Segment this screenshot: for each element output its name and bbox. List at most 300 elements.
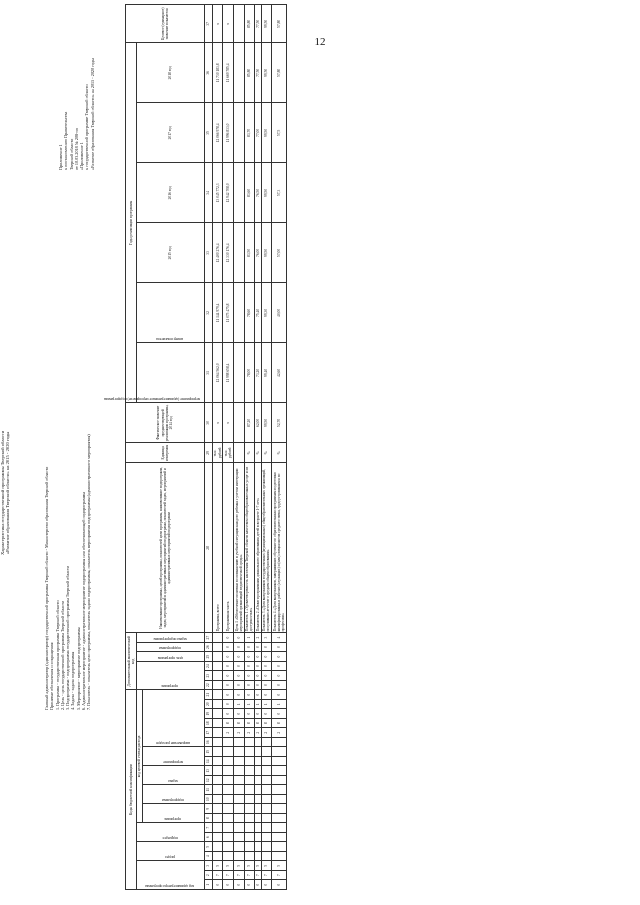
code-cell: 0: [244, 661, 255, 671]
index-cell: 9: [204, 804, 212, 814]
code-cell: 0: [244, 642, 255, 652]
row-fact: 87,20: [244, 403, 255, 443]
row-year-value: 11 996 833,0: [223, 103, 234, 163]
row-year-value: 99,50: [261, 103, 272, 163]
code-cell: [261, 842, 272, 852]
code-cell: 0: [261, 642, 272, 652]
index-cell: 25: [204, 652, 212, 662]
code-cell: [244, 823, 255, 833]
code-cell: 0: [261, 671, 272, 681]
code-cell: 0: [272, 709, 287, 719]
code-cell: 2: [234, 728, 245, 738]
row-unit: [234, 443, 245, 463]
name-header: Наименование программы, целей программы, показателей цели программы, наименование подпрограмм, задач, мероприятий и административных мероприятий подпрограмм, показателей задач, мероприятий и административных мероприятий подпрограмм: [126, 463, 205, 633]
code-cell: [212, 766, 223, 776]
row-year-value: 83,70: [244, 103, 255, 163]
row-year-value: 78,60: [244, 283, 255, 343]
index-cell: 15: [204, 747, 212, 757]
note-item: 2. Цель - цель государственной программы Тверской области: [59, 600, 65, 710]
code-cell: 7: [212, 871, 223, 881]
row-name: Показатель 4 «Доля выпускников, завершивших обучение по образовательным программам подготовки квалифицированных рабочих (служащих) и (или) специалистов среднего звена, трудоустроившихся по профессии»: [272, 463, 287, 633]
code-cell: [223, 804, 234, 814]
code-cell: 2: [255, 728, 261, 738]
code-cell: [223, 785, 234, 795]
index-cell: 1: [204, 880, 212, 890]
code-cell: [212, 709, 223, 719]
index-cell: 18: [204, 719, 212, 729]
code-sub-col-header: [142, 785, 204, 804]
code-col-label: раздел: [165, 855, 176, 860]
code-cell: [223, 823, 234, 833]
target-header: Целевое (суммарное) значение показателя: [126, 5, 205, 43]
code-cell: 0: [261, 690, 272, 700]
code-cell: 0: [255, 642, 261, 652]
code-cell: 0: [234, 680, 245, 690]
index-row: [204, 5, 212, 890]
row-year-value: [234, 43, 245, 103]
code-cell: 8: [244, 719, 255, 729]
code-cell: 2: [223, 728, 234, 738]
row-year-value: 77,50: [255, 43, 261, 103]
code-cell: [212, 700, 223, 710]
code-col-label: код администратора программы: [145, 884, 195, 888]
row-target: 99,50: [261, 5, 272, 43]
row-unit: %: [255, 443, 261, 463]
code-cell: [261, 823, 272, 833]
index-cell: 32: [204, 283, 212, 343]
code-cell: [234, 766, 245, 776]
code-cell: 0: [261, 661, 272, 671]
extra-col-header: [136, 652, 204, 662]
appendix-line: Тверской области: [68, 138, 74, 170]
code-cell: 1: [255, 700, 261, 710]
index-cell: 2: [204, 871, 212, 881]
table-row: [212, 5, 223, 890]
index-cell: 35: [204, 103, 212, 163]
code-cell: 0: [223, 690, 234, 700]
code-cell: [272, 804, 287, 814]
code-cell: [234, 842, 245, 852]
page-number: 12: [314, 36, 326, 48]
code-cell: [261, 766, 272, 776]
code-cell: [223, 814, 234, 824]
program-table: [104, 4, 287, 890]
row-year-value: 73,20: [255, 343, 261, 403]
code-cell: [272, 823, 287, 833]
index-cell: 23: [204, 671, 212, 681]
row-target: 85,80: [244, 5, 255, 43]
code-cell: [244, 852, 255, 862]
code-cell: 0: [272, 880, 287, 890]
row-name: Показатель 1 «Удовлетворенность населения Тверской области качеством общеобразовательных услуг и их доступностью»: [244, 463, 255, 633]
row-year-value: 83,60: [244, 163, 255, 223]
code-sub-col-header: [142, 690, 204, 747]
table-row: [244, 5, 255, 890]
code-cell: 8: [234, 719, 245, 729]
code-cell: 8: [261, 719, 272, 729]
row-year-value: 11 075 475,8: [223, 283, 234, 343]
code-cell: 0: [255, 652, 261, 662]
code-cell: 2: [244, 728, 255, 738]
year-header: 2017 год: [136, 103, 204, 163]
code-cell: [212, 680, 223, 690]
intro-block: [44, 434, 92, 710]
code-cell: [212, 661, 223, 671]
header-block: [0, 431, 11, 555]
index-cell: 34: [204, 163, 212, 223]
codes-group-header: Коды бюджетной классификации: [126, 690, 137, 890]
subsection-header: [136, 823, 204, 842]
code-cell: 0: [261, 709, 272, 719]
appendix-line: «Развитие образования Тверской области» на 2015 - 2020 годы: [89, 58, 95, 170]
code-col-label: мероприятие: [163, 760, 184, 765]
row-target: х: [223, 5, 234, 43]
code-cell: [212, 757, 223, 767]
extra-col-label: программа: [161, 684, 179, 689]
code-cell: 7: [234, 871, 245, 881]
code-cell: [212, 633, 223, 643]
code-cell: 0: [223, 642, 234, 652]
code-cell: 0: [255, 880, 261, 890]
row-fact: 62,00: [255, 403, 261, 443]
row-year-value: 11 730 183,8: [212, 43, 223, 103]
code-cell: 7: [255, 871, 261, 881]
row-target: х: [212, 5, 223, 43]
code-cell: 0: [234, 709, 245, 719]
code-cell: 0: [255, 661, 261, 671]
row-year-value: 11 669 785,4: [223, 43, 234, 103]
code-cell: [212, 690, 223, 700]
code-cell: 0: [234, 880, 245, 890]
index-cell: 4: [204, 852, 212, 862]
index-cell: 28: [204, 463, 212, 633]
row-year-value: 11 144 979,4: [212, 283, 223, 343]
row-year-value: 12 330 176,4: [223, 223, 234, 283]
row-year-value: 99,50: [261, 163, 272, 223]
code-cell: 4: [272, 633, 287, 643]
row-year-value: 12 400 276,4: [212, 223, 223, 283]
extra-col-label: задача подпрограммы: [153, 636, 187, 641]
code-cell: 2: [272, 728, 287, 738]
extra-group-header: Дополнительный аналитический код: [126, 633, 137, 690]
index-cell: 5: [204, 842, 212, 852]
row-year-value: [234, 163, 245, 223]
code-cell: [261, 776, 272, 786]
code-cell: 0: [244, 709, 255, 719]
code-cell: [244, 785, 255, 795]
code-cell: [234, 747, 245, 757]
code-cell: 0: [223, 880, 234, 890]
appendix-line: «Приложение 1: [79, 142, 85, 170]
code-cell: [244, 833, 255, 843]
code-cell: [234, 823, 245, 833]
code-cell: 0: [223, 700, 234, 710]
code-cell: 0: [255, 690, 261, 700]
code-cell: [234, 804, 245, 814]
code-cell: [261, 852, 272, 862]
row-year-value: 12 942 708,0: [223, 163, 234, 223]
code-cell: 0: [244, 671, 255, 681]
code-cell: [272, 833, 287, 843]
index-cell: 13: [204, 766, 212, 776]
code-cell: [272, 738, 287, 748]
row-name: Программная часть: [223, 463, 234, 633]
code-cell: [212, 652, 223, 662]
row-target: [234, 5, 245, 43]
row-year-value: 12 064 562,0: [212, 343, 223, 403]
code-cell: [212, 785, 223, 795]
code-cell: 0: [255, 671, 261, 681]
appendix-block: [58, 58, 95, 170]
notes-title: Принятые обозначения и сокращения:: [49, 641, 55, 710]
row-fact: [234, 403, 245, 443]
code-cell: 5: [261, 861, 272, 871]
index-cell: 27: [204, 633, 212, 643]
code-cell: 0: [223, 680, 234, 690]
index-cell: 16: [204, 738, 212, 748]
index-cell: 7: [204, 823, 212, 833]
row-year-value: [234, 283, 245, 343]
row-year-value: 57,5: [272, 103, 287, 163]
index-cell: 21: [204, 690, 212, 700]
code-cell: [272, 852, 287, 862]
code-cell: [234, 785, 245, 795]
year-header: 2015 год: [136, 223, 204, 283]
code-cell: [212, 795, 223, 805]
note-item: 4. Задача - задача подпрограммы: [70, 651, 76, 710]
code-cell: 8: [272, 719, 287, 729]
index-cell: 3: [204, 861, 212, 871]
code-cell: [272, 766, 287, 776]
code-cell: 1: [272, 700, 287, 710]
extra-col-header: [136, 642, 204, 652]
row-name: Цель 1 «Обеспечение политики по повышению в учебной ситуации каждого ребенка с учетом интеграции мероприятий организаций педагогической среды»: [234, 463, 245, 633]
code-cell: 0: [272, 661, 287, 671]
code-cell: 0: [223, 661, 234, 671]
code-cell: 0: [261, 680, 272, 690]
row-name: Программа, всего: [212, 463, 223, 633]
code-col-label: программа: [165, 817, 182, 822]
code-sub-col-header: [142, 766, 204, 785]
index-cell: 26: [204, 642, 212, 652]
code-col-label: подраздел: [162, 836, 178, 841]
note-item: 1. Программа - государственная программа Тверской области: [54, 600, 60, 710]
note-item: 6. Административное мероприятие - административное мероприятие подпрограммы или обеспечивающей подпрограммы: [81, 491, 87, 710]
code-cell: [261, 795, 272, 805]
note-item: 7. Показатель - показатель цели программы, показатель задачи подпрограммы, показатель мероприятия подпрограммы (административного мероприятия): [86, 434, 92, 710]
extra-col-header: [136, 633, 204, 643]
code-cell: 0: [272, 690, 287, 700]
code-cell: [244, 766, 255, 776]
code-cell: [223, 738, 234, 748]
extra-col-header: [136, 661, 204, 690]
row-unit: тыс. рублей: [212, 443, 223, 463]
row-fact: х: [223, 403, 234, 443]
code-cell: 0: [261, 652, 272, 662]
code-cell: [212, 671, 223, 681]
extra-col-header: [104, 343, 204, 403]
row-year-value: 76,50: [255, 163, 261, 223]
code-cell: [244, 795, 255, 805]
note-item: 5. Мероприятие - мероприятие подпрограммы: [75, 627, 81, 710]
code-cell: 0: [272, 642, 287, 652]
code-cell: [223, 766, 234, 776]
code-cell: [261, 757, 272, 767]
code-cell: [261, 804, 272, 814]
code-cell: [234, 814, 245, 824]
row-year-value: 83,50: [244, 223, 255, 283]
row-year-value: 78,00: [244, 343, 255, 403]
code-cell: 0: [212, 880, 223, 890]
index-cell: 30: [204, 403, 212, 443]
row-year-value: 76,00: [255, 223, 261, 283]
appendix-line: к государственной программе Тверской области: [84, 84, 90, 170]
appendix-line: Приложение 1: [58, 144, 63, 170]
index-cell: 19: [204, 709, 212, 719]
code-cell: 0: [223, 709, 234, 719]
extra-col-label: мероприятие (административное мероприятие) подпрограммы: [104, 397, 201, 402]
appendix-line: к постановлению Правительства: [63, 111, 69, 170]
fact-header: Фактическое значение предшествующей реализации программы, 2014 год: [126, 403, 205, 443]
code-col-label: направление расходов: [156, 741, 191, 746]
row-year-value: 57,80: [272, 43, 287, 103]
code-cell: [272, 776, 287, 786]
code-admin-header: [136, 861, 204, 890]
row-name: Показатель 2 «Охват программами дошкольного образования детей в возрасте 1-7 лет»: [255, 463, 261, 633]
table-row: [261, 5, 272, 890]
code-cell: 0: [234, 652, 245, 662]
code-cell: [212, 852, 223, 862]
extra-col-header: [136, 283, 204, 343]
code-cell: 7: [223, 871, 234, 881]
code-cell: [223, 842, 234, 852]
code-cell: [261, 747, 272, 757]
code-cell: [212, 738, 223, 748]
code-cell: 0: [272, 680, 287, 690]
row-year-value: 99,50: [261, 223, 272, 283]
index-cell: 20: [204, 700, 212, 710]
code-cell: [272, 842, 287, 852]
section-header: [136, 842, 204, 861]
code-cell: [272, 795, 287, 805]
row-target: 77,50: [255, 5, 261, 43]
code-cell: [244, 738, 255, 748]
index-cell: 11: [204, 785, 212, 795]
code-cell: [212, 642, 223, 652]
code-cell: 7: [261, 871, 272, 881]
extra-col-label: цель программы: [157, 655, 183, 660]
extra-col-label: номер показателя: [156, 337, 184, 342]
extra-col-label: подпрограмма: [159, 646, 182, 651]
code-col-label: задача: [168, 779, 179, 784]
code-cell: [223, 795, 234, 805]
table-row: [234, 5, 245, 890]
code-cell: 2: [255, 633, 261, 643]
code-cell: 5: [212, 861, 223, 871]
code-cell: 0: [244, 690, 255, 700]
code-cell: 0: [223, 671, 234, 681]
code-cell: 5: [255, 861, 261, 871]
row-year-value: 77,00: [255, 103, 261, 163]
unit-header: Единица измерения: [126, 443, 205, 463]
code-cell: 2: [261, 728, 272, 738]
row-name: Показатель 3 «Доля выпускников государственных (муниципальных) общеобразовательных организаций, получивших аттестат о среднем общем образовании»: [261, 463, 272, 633]
index-cell: 8: [204, 814, 212, 824]
code-cell: [212, 776, 223, 786]
row-year-value: [234, 223, 245, 283]
code-cell: [212, 842, 223, 852]
code-cell: [244, 814, 255, 824]
code-cell: 0: [261, 880, 272, 890]
code-cell: [244, 757, 255, 767]
code-cell: [234, 738, 245, 748]
index-cell: 6: [204, 833, 212, 843]
code-cell: [223, 852, 234, 862]
code-cell: [261, 833, 272, 843]
code-sub-col-header: [142, 804, 204, 823]
code-cell: [223, 747, 234, 757]
row-year-value: 85,80: [244, 43, 255, 103]
code-cell: 1: [234, 700, 245, 710]
code-cell: 0: [234, 633, 245, 643]
code-cell: 8: [255, 719, 261, 729]
code-cell: [234, 757, 245, 767]
row-year-value: 75,40: [255, 283, 261, 343]
index-cell: 31: [204, 343, 212, 403]
row-year-value: [234, 343, 245, 403]
code-cell: 5: [272, 861, 287, 871]
index-cell: 33: [204, 223, 212, 283]
row-unit: %: [244, 443, 255, 463]
administrator-line: Главный администратор (администратор) государственной программы Тверской области - Министерство образования Тверской области: [44, 466, 49, 710]
code-cell: 5: [244, 861, 255, 871]
code-cell: 8: [223, 719, 234, 729]
row-year-value: 99,40: [261, 343, 272, 403]
row-fact: х: [212, 403, 223, 443]
code-cell: [234, 795, 245, 805]
code-cell: 3: [261, 633, 272, 643]
code-cell: 0: [223, 652, 234, 662]
code-cell: 7: [272, 871, 287, 881]
index-cell: 37: [204, 5, 212, 43]
row-year-value: 99,30: [261, 283, 272, 343]
appendix-line: от 10.03.2018 № 208-пп: [73, 127, 79, 170]
code-cell: 0: [234, 690, 245, 700]
header-line: «Развитие образования Тверской области» на 2015 - 2020 годы: [5, 431, 11, 555]
code-cell: [261, 738, 272, 748]
code-cell: 0: [244, 880, 255, 890]
row-year-value: 13 045 772,3: [212, 163, 223, 223]
year-header: 2018 год: [136, 43, 204, 103]
row-unit: тыс. рублей: [223, 443, 234, 463]
code-cell: 0: [255, 680, 261, 690]
codes-sub-header: код целевой статьи расхода: [136, 690, 142, 823]
code-cell: [244, 804, 255, 814]
code-cell: [272, 785, 287, 795]
code-cell: 0: [234, 642, 245, 652]
code-cell: [212, 719, 223, 729]
code-sub-col-header: [142, 747, 204, 766]
code-cell: [244, 747, 255, 757]
code-cell: [212, 747, 223, 757]
row-year-value: 99,50: [261, 43, 272, 103]
code-cell: 0: [223, 633, 234, 643]
row-year-value: 12 066 978,4: [212, 103, 223, 163]
code-cell: [234, 776, 245, 786]
row-fact: 99,50: [261, 403, 272, 443]
header-line: Характеристика государственной программы Тверской области: [0, 430, 5, 555]
row-unit: %: [272, 443, 287, 463]
